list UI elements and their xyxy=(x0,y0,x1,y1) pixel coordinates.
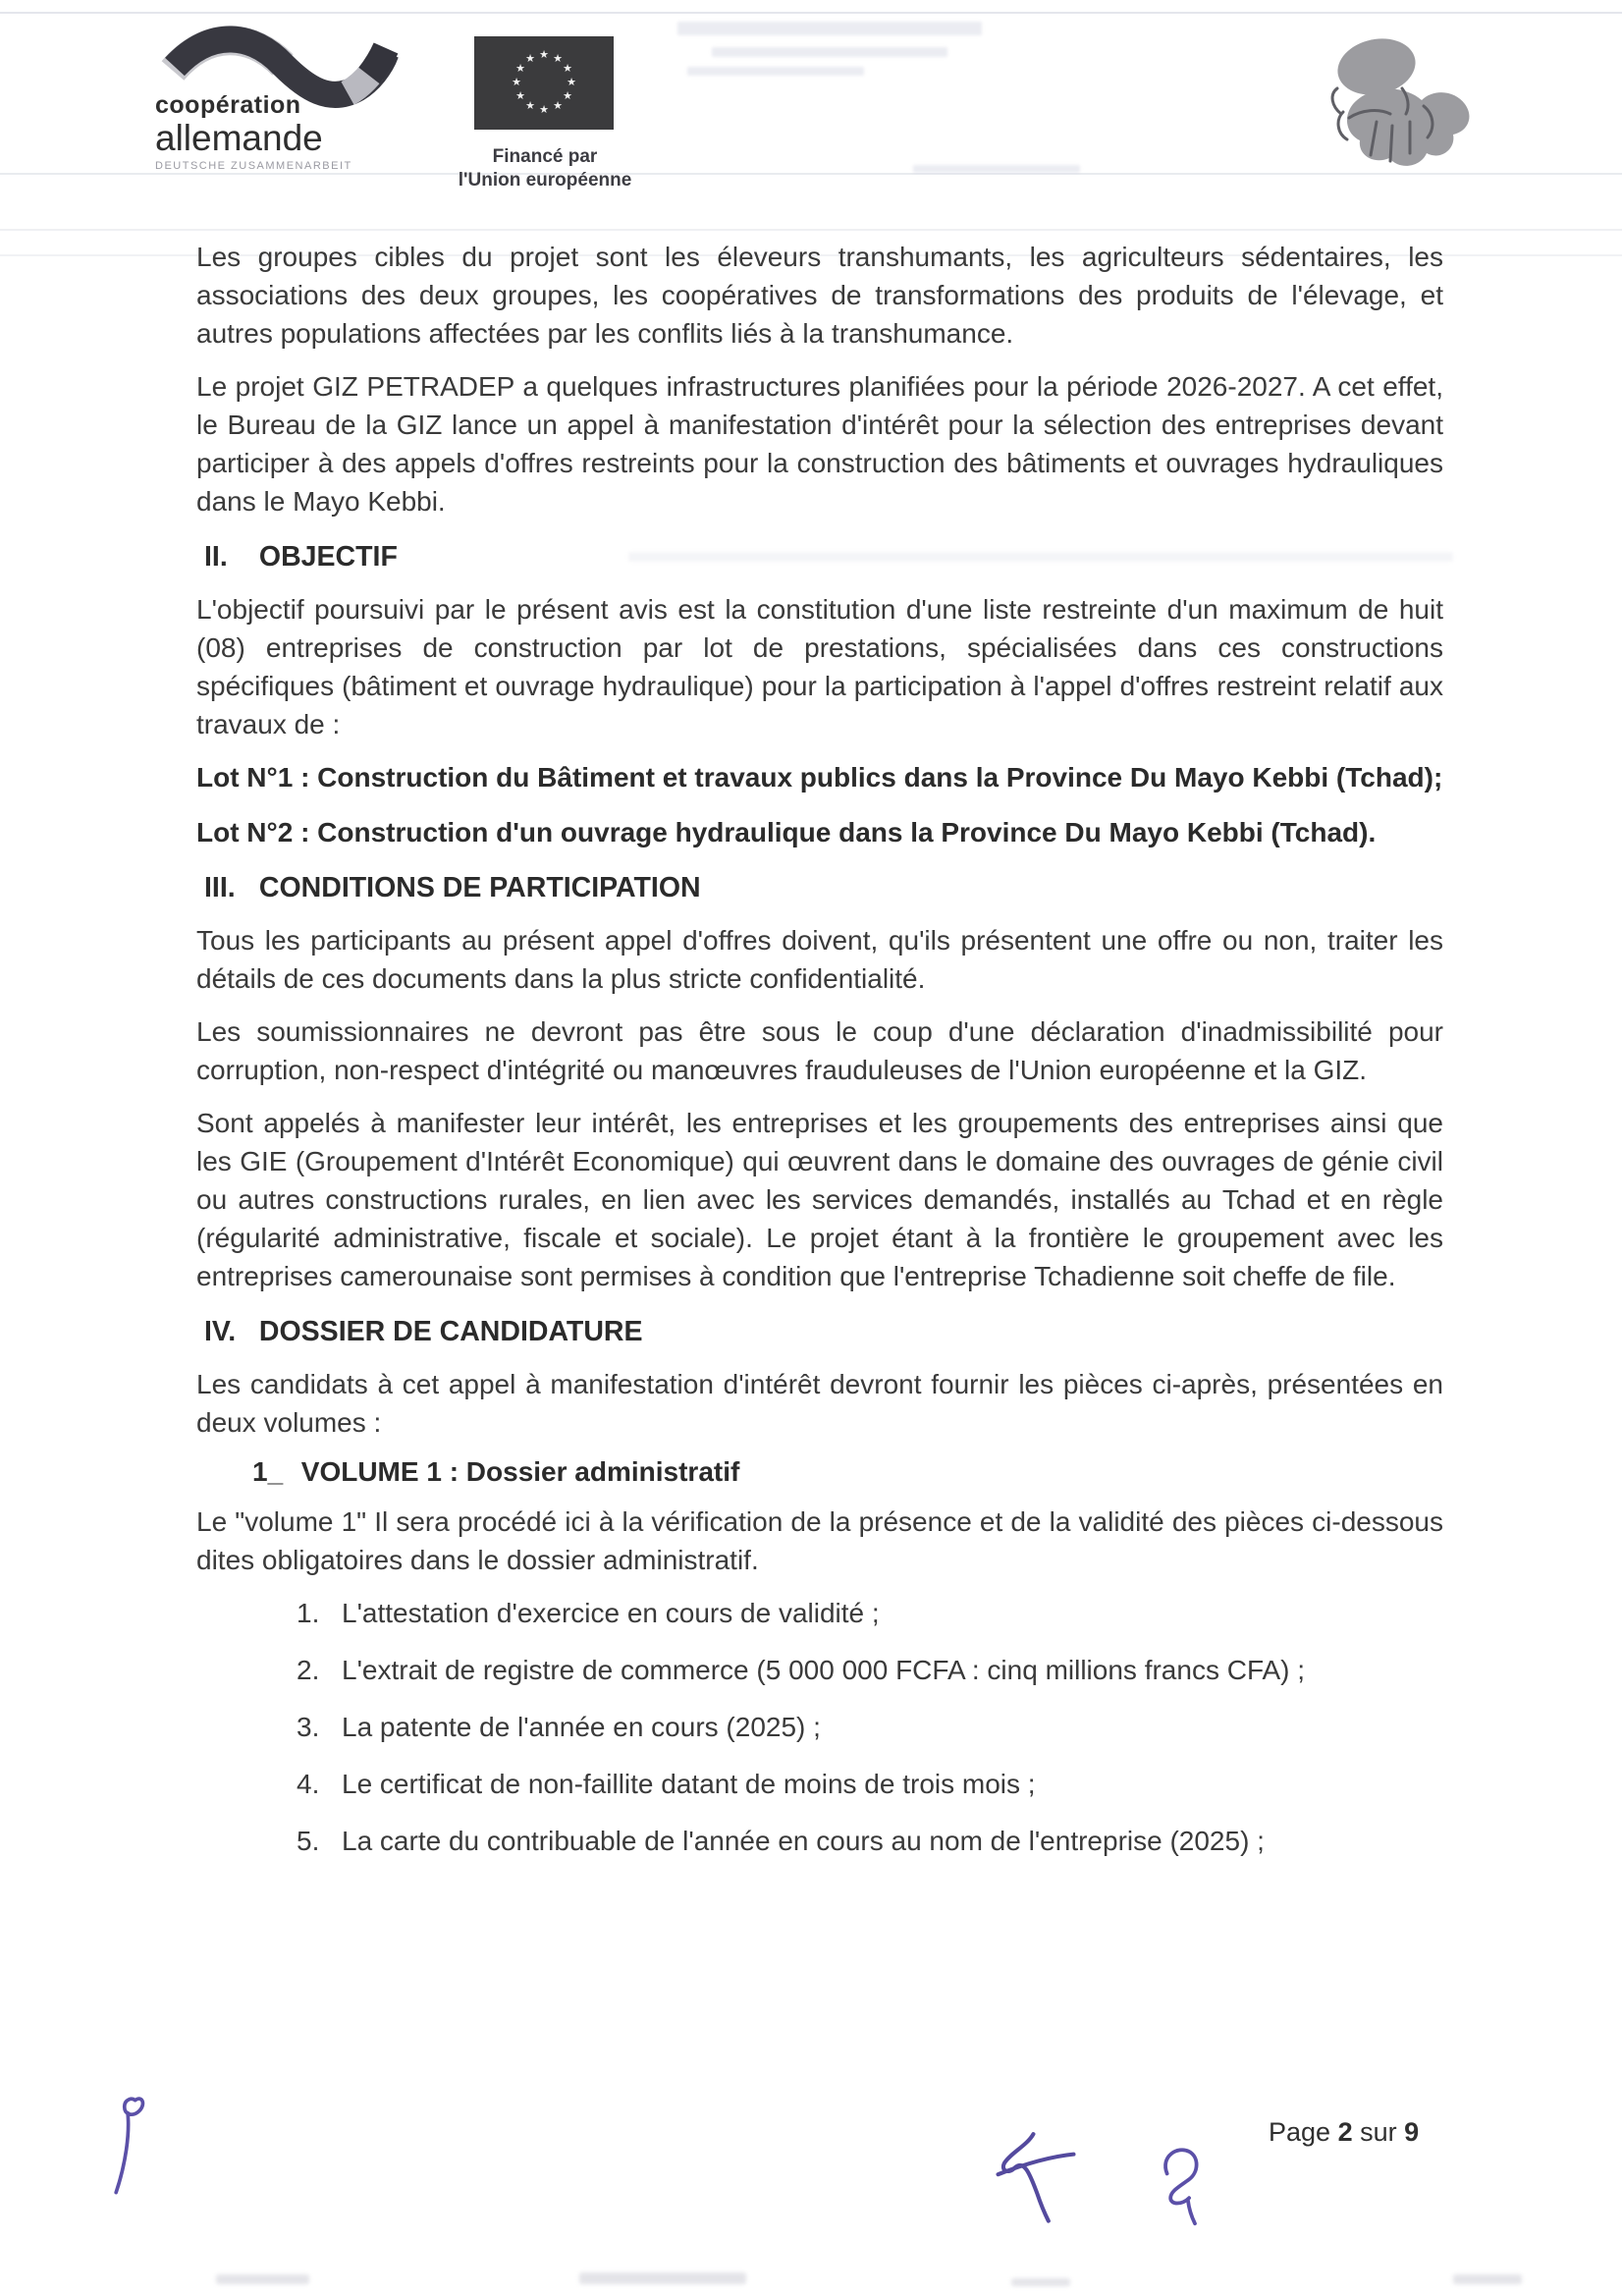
svg-text:★: ★ xyxy=(512,76,521,88)
svg-text:★: ★ xyxy=(553,99,563,112)
paragraph-target-groups: Les groupes cibles du projet sont les éleveurs transhumants, les agriculteurs sédentaires, les associations des deux groupes, les coopératives de transformations des produits de l'élevage, et autres populations affectées par les conflits liés à la transhumance. xyxy=(196,242,1443,349)
svg-text:★: ★ xyxy=(515,89,525,102)
scan-smudge xyxy=(579,2272,746,2284)
ghost-bleed-text xyxy=(687,67,864,76)
list-item-text: L'extrait de registre de commerce (5 000 000 FCFA : cinq millions francs CFA) ; xyxy=(342,1655,1306,1685)
page-number-label xyxy=(1269,2117,1419,2148)
svg-text:★: ★ xyxy=(567,76,576,88)
volume-1-paragraph: Le "volume 1" Il sera procédé ici à la vérification de la présence et de la validité des pièces ci-dessous dites obligatoires dans le dossier administratif. xyxy=(196,1506,1443,1575)
document-body xyxy=(196,238,1443,1879)
svg-text:★: ★ xyxy=(515,62,525,75)
page-word: Page xyxy=(1269,2117,1331,2147)
list-item xyxy=(196,1651,1443,1689)
list-item-text: La carte du contribuable de l'année en cours au nom de l'entreprise (2025) ; xyxy=(342,1826,1265,1856)
scan-line xyxy=(0,12,1622,14)
german-coop-line3: DEUTSCHE ZUSAMMENARBEIT xyxy=(155,160,352,172)
scan-smudge xyxy=(216,2274,309,2284)
list-item-text: L'attestation d'exercice en cours de validité ; xyxy=(342,1598,880,1628)
svg-text:★: ★ xyxy=(563,89,572,102)
section-number: IV. xyxy=(204,1316,237,1347)
paragraph-conditions-1: Tous les participants au présent appel d'offres doivent, qu'ils présentent une offre ou non, traiter les détails de ces documents dans la plus stricte confidentialité. xyxy=(196,925,1443,994)
list-item-number: 2. xyxy=(297,1655,320,1685)
scan-line xyxy=(0,229,1622,231)
lot-2-description: Lot N°2 : Construction d'un ouvrage hydraulique dans la Province Du Mayo Kebbi (Tchad). xyxy=(196,817,1377,847)
section-title: OBJECTIF xyxy=(258,541,398,573)
list-item xyxy=(196,1822,1443,1860)
volume-1-heading xyxy=(196,1456,1443,1488)
list-item-number: 3. xyxy=(297,1712,320,1742)
list-item-number: 4. xyxy=(297,1769,320,1799)
svg-text:★: ★ xyxy=(539,103,549,116)
lot-1-description: Lot N°1 : Construction du Bâtiment et travaux publics dans la Province Du Mayo Kebbi (Tchad); xyxy=(196,762,1443,793)
scan-smudge xyxy=(1453,2274,1522,2284)
svg-text:★: ★ xyxy=(553,52,563,65)
svg-text:★: ★ xyxy=(525,99,535,112)
section-heading-dossier xyxy=(196,1316,1443,1348)
paragraph-project-intro: Le projet GIZ PETRADEP a quelques infrastructures planifiées pour la période 2026-2027. A cet effet, le Bureau de la GIZ lance un appel à manifestation d'intérêt pour la sélection des entreprises devant participer à des appels d'offres restreints pour la construction des bâtiments et ouvrages hydrauliques dans le Mayo Kebbi. xyxy=(196,371,1443,517)
svg-text:★: ★ xyxy=(539,48,549,61)
volume-1-title: VOLUME 1 : Dossier administratif xyxy=(300,1456,740,1487)
paragraph-objectif: L'objectif poursuivi par le présent avis est la constitution d'une liste restreinte d'un maximum de huit (08) entreprises de construction par lot de prestations, spécialisées dans ces constructions spécifiques (bâtiment et ouvrage hydraulique) pour la participation à l'appel d'offres restreint relatif aux travaux de : xyxy=(196,594,1443,739)
section-number: II. xyxy=(204,541,228,573)
section-title: DOSSIER DE CANDIDATURE xyxy=(258,1316,643,1347)
list-item-text: Le certificat de non-faillite datant de moins de trois mois ; xyxy=(342,1769,1036,1799)
pen-mark-loop xyxy=(1157,2141,1208,2232)
section-title: CONDITIONS DE PARTICIPATION xyxy=(258,872,701,903)
page-number: 2 xyxy=(1337,2117,1353,2147)
list-item-number: 1. xyxy=(297,1598,320,1628)
page-total: 9 xyxy=(1404,2117,1420,2147)
svg-text:★: ★ xyxy=(525,52,535,65)
list-item xyxy=(196,1708,1443,1746)
list-item xyxy=(196,1765,1443,1803)
cattle-sketch-logo-icon xyxy=(1306,20,1502,187)
section-heading-conditions xyxy=(196,872,1443,904)
paragraph-conditions-3: Sont appelés à manifester leur intérêt, les entreprises et les groupements des entreprises ainsi que les GIE (Groupement d'Intérêt Economique) qui œuvrent dans le domaine des ouvrages de génie civil ou autres constructions rurales, en lien avec les services demandés, installés au Tchad et en règle (régularité administrative, fiscale et sociale). Le projet étant à la frontière le groupement avec les entreprises camerounaise sont permises à condition que l'entreprise Tchadienne soit cheffe de file. xyxy=(196,1108,1443,1291)
list-item-text: La patente de l'année en cours (2025) ; xyxy=(342,1712,821,1742)
eu-caption-line2: l'Union européenne xyxy=(458,170,632,191)
list-item xyxy=(196,1594,1443,1632)
eu-flag-icon xyxy=(474,36,614,135)
pen-mark-nine xyxy=(106,2092,147,2203)
eu-funding-caption xyxy=(437,145,653,192)
ghost-bleed-text xyxy=(677,22,982,35)
german-cooperation-wordmark xyxy=(155,93,352,172)
scan-smudge xyxy=(1011,2278,1070,2286)
ghost-bleed-text xyxy=(913,165,1080,173)
section-heading-objectif xyxy=(196,541,1443,574)
pen-mark-cross xyxy=(992,2129,1080,2232)
eu-caption-line1: Financé par xyxy=(492,146,598,167)
list-item-number: 5. xyxy=(297,1826,320,1856)
ghost-bleed-text xyxy=(712,47,947,57)
volume-1-number: 1_ xyxy=(252,1456,284,1487)
sur-word: sur xyxy=(1360,2117,1397,2147)
svg-text:★: ★ xyxy=(563,62,572,75)
german-coop-line1: coopération xyxy=(155,91,301,119)
section-number: III. xyxy=(204,872,236,903)
german-coop-line2: allemande xyxy=(155,118,323,158)
paragraph-dossier-intro: Les candidats à cet appel à manifestation d'intérêt devront fournir les pièces ci-après, présentées en deux volumes : xyxy=(196,1369,1443,1438)
paragraph-conditions-2: Les soumissionnaires ne devront pas être sous le coup d'une déclaration d'inadmissibilité pour corruption, non-respect d'intégrité ou manœuvres frauduleuses de l'Union européenne et la GIZ. xyxy=(196,1016,1443,1085)
